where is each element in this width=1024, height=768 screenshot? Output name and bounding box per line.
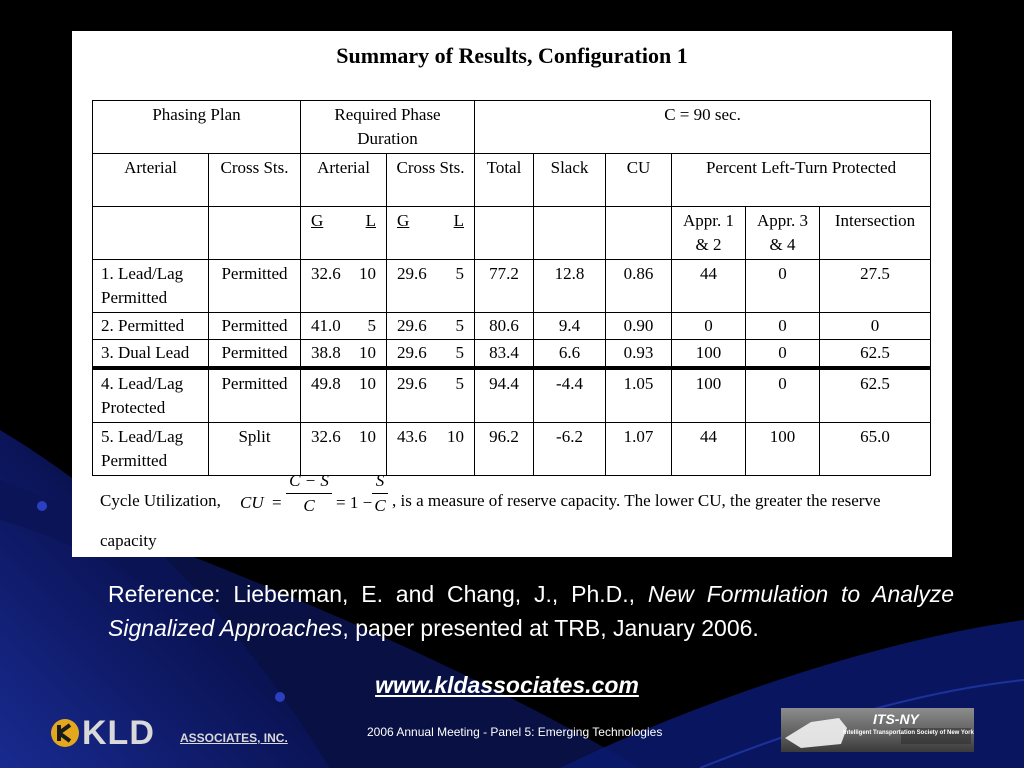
formula-fraction-1 bbox=[286, 471, 332, 516]
header-appr-34: Appr. 3 & 4 bbox=[746, 207, 820, 260]
formula-eq: = bbox=[272, 493, 282, 512]
row-cross-l: 5 bbox=[455, 316, 464, 335]
header-cu: CU bbox=[606, 154, 672, 207]
row-art-gl bbox=[301, 260, 387, 313]
header-appr-12: Appr. 1 & 2 bbox=[672, 207, 746, 260]
table-row bbox=[93, 313, 931, 340]
row-cross: Split bbox=[209, 423, 301, 476]
row-arterial: 4. Lead/Lag Protected bbox=[93, 368, 209, 423]
its-ny-subtitle: Intelligent Transportation Society of New York bbox=[843, 730, 974, 736]
formula-eq2: = 1 − bbox=[336, 493, 373, 512]
row-cu: 0.90 bbox=[606, 313, 672, 340]
row-cu: 0.86 bbox=[606, 260, 672, 313]
row-cross-l: 5 bbox=[455, 374, 464, 393]
results-panel bbox=[72, 31, 952, 557]
row-arterial: 2. Permitted bbox=[93, 313, 209, 340]
row-total: 96.2 bbox=[475, 423, 534, 476]
table-row bbox=[93, 260, 931, 313]
row-art-gl bbox=[301, 340, 387, 369]
header-intersection: Intersection bbox=[820, 207, 931, 260]
formula-den1: C bbox=[303, 496, 315, 515]
row-slack: -4.4 bbox=[534, 368, 606, 423]
formula-cu: CU bbox=[240, 493, 264, 512]
row-intersection: 62.5 bbox=[820, 368, 931, 423]
header-phasing-plan: Phasing Plan bbox=[93, 101, 301, 154]
header-required-phase-duration: Required Phase Duration bbox=[301, 101, 475, 154]
header-art-gl bbox=[301, 207, 387, 260]
row-cross-gl bbox=[387, 313, 475, 340]
table-row bbox=[93, 368, 931, 423]
row-cross-gl bbox=[387, 423, 475, 476]
empty-cell bbox=[93, 207, 209, 260]
row-appr34: 100 bbox=[746, 423, 820, 476]
formula-den2: C bbox=[374, 496, 386, 515]
table-row bbox=[93, 340, 931, 369]
row-art-g: 38.8 bbox=[311, 343, 341, 362]
kld-emblem-icon bbox=[50, 718, 80, 748]
row-art-g: 32.6 bbox=[311, 264, 341, 283]
its-ny-logo bbox=[781, 708, 974, 752]
formula-lead: Cycle Utilization, bbox=[100, 491, 221, 510]
row-slack: -6.2 bbox=[534, 423, 606, 476]
row-total: 94.4 bbox=[475, 368, 534, 423]
row-cu: 1.05 bbox=[606, 368, 672, 423]
header-g: G bbox=[311, 211, 324, 230]
header-cross-sts: Cross Sts. bbox=[209, 154, 301, 207]
row-art-gl bbox=[301, 313, 387, 340]
row-cross-gl bbox=[387, 260, 475, 313]
row-cross-g: 29.6 bbox=[397, 264, 427, 283]
row-intersection: 27.5 bbox=[820, 260, 931, 313]
row-cross-g: 29.6 bbox=[397, 374, 427, 393]
row-intersection: 65.0 bbox=[820, 423, 931, 476]
row-total: 77.2 bbox=[475, 260, 534, 313]
row-cross-g: 43.6 bbox=[397, 427, 427, 446]
empty-cell bbox=[209, 207, 301, 260]
formula-num2: S bbox=[375, 471, 385, 490]
row-intersection: 0 bbox=[820, 313, 931, 340]
row-total: 80.6 bbox=[475, 313, 534, 340]
row-art-l: 5 bbox=[367, 316, 376, 335]
formula-tail-continued: capacity bbox=[100, 531, 157, 550]
header-cross-gl bbox=[387, 207, 475, 260]
row-cross-l: 5 bbox=[455, 264, 464, 283]
row-appr34: 0 bbox=[746, 340, 820, 369]
row-cu: 1.07 bbox=[606, 423, 672, 476]
row-arterial: 3. Dual Lead bbox=[93, 340, 209, 369]
kld-subtitle: ASSOCIATES, INC. bbox=[180, 731, 288, 745]
empty-cell bbox=[534, 207, 606, 260]
reference-title: New Formulation to Analyze Signalized Approaches bbox=[108, 581, 954, 641]
row-cross-g: 29.6 bbox=[397, 316, 427, 335]
row-cu: 0.93 bbox=[606, 340, 672, 369]
row-art-l: 10 bbox=[359, 374, 376, 393]
row-art-l: 10 bbox=[359, 264, 376, 283]
row-cross: Permitted bbox=[209, 260, 301, 313]
row-appr12: 0 bbox=[672, 313, 746, 340]
header-duration-arterial: Arterial bbox=[301, 154, 387, 207]
header-arterial: Arterial bbox=[93, 154, 209, 207]
row-art-gl bbox=[301, 368, 387, 423]
kld-logo bbox=[50, 716, 295, 752]
row-cross: Permitted bbox=[209, 313, 301, 340]
row-appr34: 0 bbox=[746, 368, 820, 423]
row-art-g: 41.0 bbox=[311, 316, 341, 335]
row-art-g: 32.6 bbox=[311, 427, 341, 446]
row-appr12: 44 bbox=[672, 423, 746, 476]
row-slack: 9.4 bbox=[534, 313, 606, 340]
formula-tail: , is a measure of reserve capacity. The lower CU, the greater the reserve bbox=[392, 491, 881, 510]
reference-suffix: , paper presented at TRB, January 2006. bbox=[342, 615, 759, 641]
row-appr34: 0 bbox=[746, 313, 820, 340]
row-arterial: 1. Lead/Lag Permitted bbox=[93, 260, 209, 313]
header-percent-left-turn: Percent Left-Turn Protected bbox=[672, 154, 931, 207]
row-appr12: 100 bbox=[672, 340, 746, 369]
header-g: G bbox=[397, 211, 410, 230]
reference-prefix: Reference: Lieberman, E. and Chang, J., Ph.D., bbox=[108, 581, 648, 607]
kld-wordmark: KLD bbox=[82, 714, 155, 752]
row-cross: Permitted bbox=[209, 340, 301, 369]
row-appr12: 44 bbox=[672, 260, 746, 313]
header-duration-cross-sts: Cross Sts. bbox=[387, 154, 475, 207]
row-cross: Permitted bbox=[209, 368, 301, 423]
row-art-l: 10 bbox=[359, 427, 376, 446]
header-total: Total bbox=[475, 154, 534, 207]
website-link[interactable]: www.kldassociates.com bbox=[375, 672, 639, 698]
header-l: L bbox=[365, 211, 376, 230]
table-title: Summary of Results, Configuration 1 bbox=[336, 43, 688, 68]
row-cross-gl bbox=[387, 340, 475, 369]
formula-fraction-2 bbox=[372, 471, 388, 516]
row-appr12: 100 bbox=[672, 368, 746, 423]
row-art-g: 49.8 bbox=[311, 374, 341, 393]
row-cross-gl bbox=[387, 368, 475, 423]
row-slack: 6.6 bbox=[534, 340, 606, 369]
empty-cell bbox=[475, 207, 534, 260]
header-cycle: C = 90 sec. bbox=[475, 101, 931, 154]
row-art-l: 10 bbox=[359, 343, 376, 362]
formula-num1: C − S bbox=[289, 471, 329, 490]
table-row bbox=[93, 423, 931, 476]
row-appr34: 0 bbox=[746, 260, 820, 313]
row-total: 83.4 bbox=[475, 340, 534, 369]
header-l: L bbox=[453, 211, 464, 230]
row-art-gl bbox=[301, 423, 387, 476]
empty-cell bbox=[606, 207, 672, 260]
row-cross-l: 10 bbox=[447, 427, 464, 446]
footer-caption: 2006 Annual Meeting - Panel 5: Emerging Technologies bbox=[367, 725, 663, 739]
its-ny-title: ITS-NY bbox=[873, 711, 919, 727]
row-slack: 12.8 bbox=[534, 260, 606, 313]
row-cross-g: 29.6 bbox=[397, 343, 427, 362]
header-slack: Slack bbox=[534, 154, 606, 207]
reference-text bbox=[108, 577, 954, 645]
row-arterial: 5. Lead/Lag Permitted bbox=[93, 423, 209, 476]
row-cross-l: 5 bbox=[455, 343, 464, 362]
row-intersection: 62.5 bbox=[820, 340, 931, 369]
results-table bbox=[92, 100, 931, 476]
